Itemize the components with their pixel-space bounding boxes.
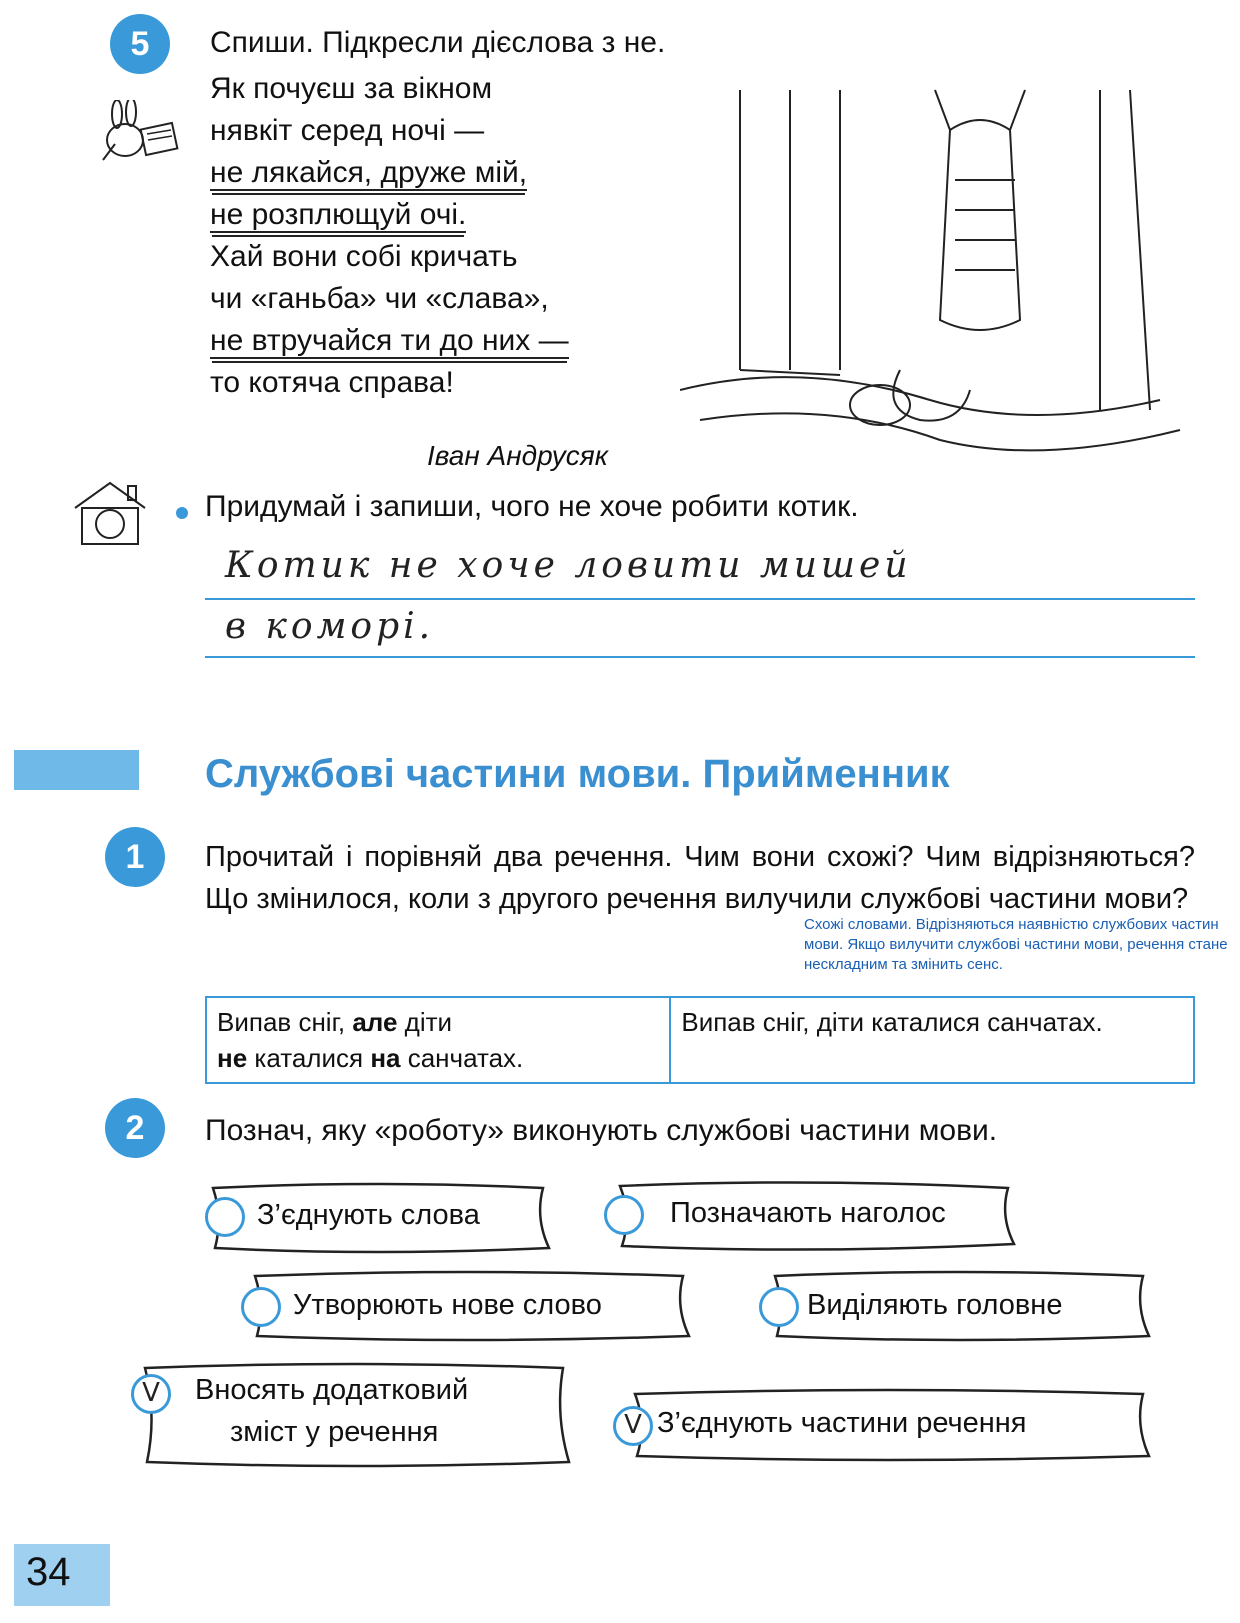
cat-illustration bbox=[680, 70, 1200, 470]
task-number-2: 2 bbox=[105, 1098, 165, 1158]
poem-line-3-text: не лякайся, друже мій, bbox=[210, 156, 528, 189]
page-number-badge bbox=[14, 1544, 110, 1606]
right-sentence-cell: Випав сніг, діти каталися санчатах. bbox=[670, 997, 1194, 1083]
ls-bold2: не bbox=[217, 1043, 248, 1073]
poem-line-3 bbox=[210, 152, 665, 194]
section-marker bbox=[14, 750, 139, 790]
task5-instruction: Спиши. Підкресли дієслова з не. bbox=[210, 26, 666, 59]
homework-prompt: Придумай і запиши, чого не хоче робити котик. bbox=[205, 490, 859, 523]
option-card-2[interactable] bbox=[610, 1178, 1020, 1254]
option-checkbox-4[interactable] bbox=[759, 1287, 799, 1327]
poem-line-8: то котяча справа! bbox=[210, 366, 454, 399]
ls-part3: каталися bbox=[247, 1043, 371, 1073]
poem-line-7 bbox=[210, 320, 665, 362]
option-label-2: Позначають наголос bbox=[670, 1197, 946, 1229]
poem-line-5: Хай вони собі кричать bbox=[210, 240, 518, 273]
poem-line-7-text: не втручайся ти до них — bbox=[210, 324, 569, 357]
poem-line-2: нявкіт серед ночі — bbox=[210, 114, 485, 147]
poem-author: Іван Андрусяк bbox=[427, 440, 608, 471]
option-checkbox-2[interactable] bbox=[604, 1195, 644, 1235]
ls-part1: Випав сніг, bbox=[217, 1007, 353, 1037]
house-homework-icon bbox=[70, 478, 150, 548]
option-label-3: Утворюють нове слово bbox=[293, 1289, 602, 1321]
poem-line-1: Як почуєш за вікном bbox=[210, 72, 493, 105]
task-number-1: 1 bbox=[105, 827, 165, 887]
comparison-table bbox=[205, 996, 1195, 1084]
option-checkbox-1[interactable] bbox=[205, 1197, 245, 1237]
section-title: Службові частини мови. Прийменник bbox=[205, 752, 950, 796]
option-checkbox-6[interactable]: V bbox=[613, 1406, 653, 1446]
ls-bold1: але bbox=[352, 1007, 398, 1037]
writing-line-1 bbox=[205, 598, 1195, 600]
option-card-5[interactable] bbox=[135, 1360, 575, 1470]
handwritten-line-2: в коморі. bbox=[225, 606, 435, 647]
option-label-5a: Вносять додатковий bbox=[195, 1374, 469, 1406]
task-number-5: 5 bbox=[110, 14, 170, 74]
option-card-3[interactable] bbox=[245, 1268, 695, 1344]
option-label-4: Виділяють головне bbox=[807, 1289, 1063, 1321]
option-label-5b: зміст у речення bbox=[230, 1416, 439, 1448]
bullet-dot bbox=[176, 507, 188, 519]
answer-note: Схожі словами. Відрізняються наявністю службових частин мови. Якщо вилучити службові частини мови, речення стане нескладним та змінить сенс. bbox=[804, 916, 1228, 973]
option-card-4[interactable] bbox=[765, 1268, 1155, 1344]
poem-line-4-text: не розплющуй очі. bbox=[210, 198, 467, 231]
option-label-6: З’єднують частини речення bbox=[657, 1407, 1027, 1439]
bunny-reading-icon bbox=[95, 100, 185, 170]
page-number: 34 bbox=[26, 1550, 71, 1594]
writing-line-2 bbox=[205, 656, 1195, 658]
poem-line-4 bbox=[210, 194, 665, 236]
task2-text: Познач, яку «роботу» виконують службові частини мови. bbox=[205, 1114, 998, 1147]
left-sentence-cell bbox=[206, 997, 670, 1083]
option-card-1[interactable] bbox=[205, 1180, 555, 1256]
poem-line-6: чи «ганьба» чи «слава», bbox=[210, 282, 549, 315]
ls-part2: діти bbox=[397, 1007, 453, 1037]
ls-part4: санчатах. bbox=[400, 1043, 524, 1073]
ls-bold3: на bbox=[370, 1043, 401, 1073]
option-card-6[interactable] bbox=[625, 1386, 1155, 1464]
task1-text: Прочитай і порівняй два речення. Чим вони схожі? Чим відрізняються? Що змінилося, коли з другого речення вилучили службові частини мови? bbox=[205, 841, 1195, 915]
option-checkbox-3[interactable] bbox=[241, 1287, 281, 1327]
task5-content bbox=[210, 22, 665, 404]
option-label-1: З’єднують слова bbox=[257, 1199, 480, 1231]
option-checkbox-5[interactable]: V bbox=[131, 1374, 171, 1414]
handwritten-line-1: Котик не хоче ловити мишей bbox=[225, 545, 912, 586]
